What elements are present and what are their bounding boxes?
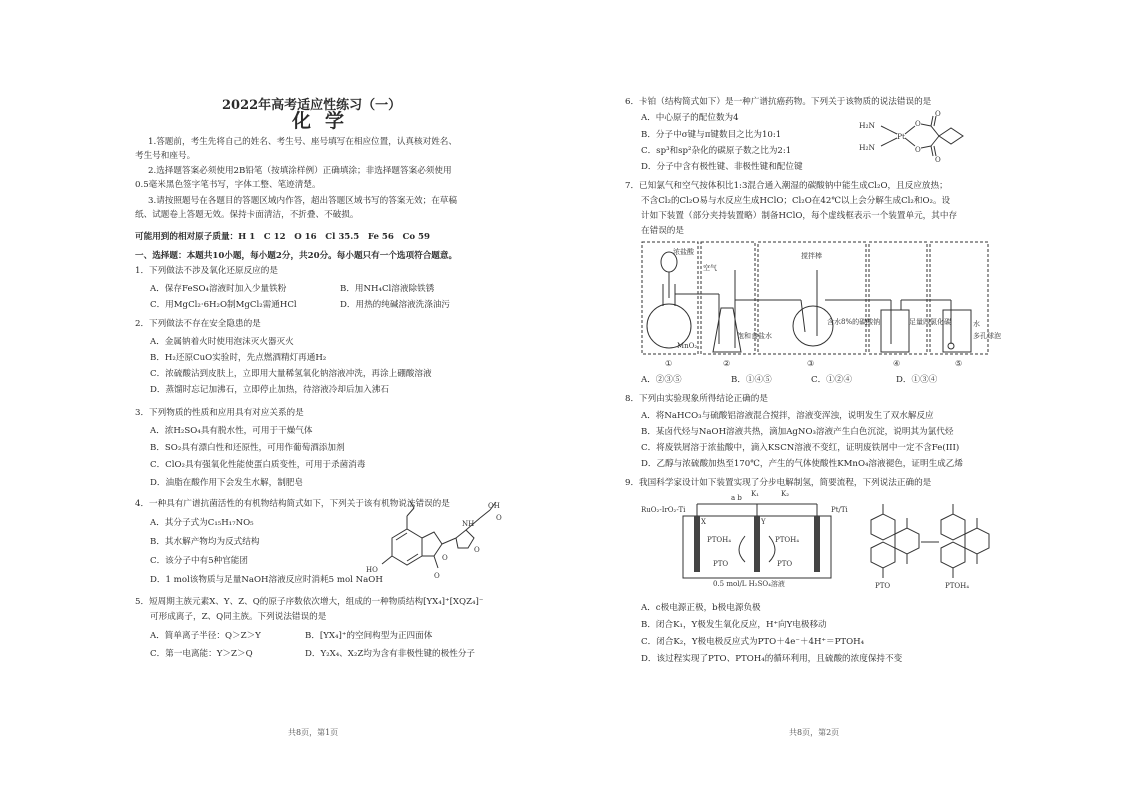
option-a: A．保存FeSO₄溶液时加入少量铁粉 — [150, 284, 287, 294]
option-d: D．①③④ — [896, 375, 938, 385]
formula-label: H₂N — [859, 143, 876, 152]
option-a: A．②③⑤ — [641, 375, 682, 385]
option-d: D．乙醇与浓硫酸加热至170℃，产生的气体使酸性KMnO₄溶液褪色，证明生成乙烯 — [641, 459, 963, 469]
question-stem: 在错误的是 — [641, 226, 684, 236]
note-line: 1.答题前，考生先将自己的姓名、考生号、座号填写在相应位置，认真核对姓名、 — [148, 137, 457, 147]
option-d: D．分子中含有极性键、非极性键和配位键 — [641, 162, 803, 172]
option-c: C．将废铁屑溶于浓盐酸中，滴入KSCN溶液不变红，证明废铁屑中一定不含Fe(III) — [641, 443, 960, 453]
option-a: A．金属钠着火时使用泡沫灭火器灭火 — [150, 337, 294, 347]
note-line: 0.5毫米黑色签字笔书写，字体工整、笔迹清楚。 — [135, 180, 321, 190]
option-b: B．SO₂具有漂白性和还原性，可用作葡萄酒添加剂 — [150, 443, 345, 453]
apparatus-label: MnO₂ — [677, 342, 698, 350]
option-d: D．油脂在酸作用下会发生水解，制肥皂 — [150, 478, 303, 488]
formula-label: O — [434, 572, 440, 580]
option-b: B．[YX₄]⁺的空间构型为正四面体 — [305, 631, 433, 641]
molecule-label: PTOH₄ — [945, 582, 970, 590]
unit-label: ⑤ — [955, 359, 963, 368]
option-b: B．用NH₄Cl溶液除铁锈 — [340, 284, 435, 294]
question-stem: 5．短周期主族元素X、Y、Z、Q的原子序数依次增大，组成的一种物质结构[YX₄]⁺[XQZ₄]⁻ — [135, 597, 484, 607]
option-b: B．分子中σ键与π键数目之比为10:1 — [641, 130, 782, 140]
formula-label: O — [496, 514, 502, 522]
left-page — [0, 0, 561, 794]
question-stem: 2．下列做法不存在安全隐患的是 — [135, 319, 261, 329]
option-a: A．简单离子半径：Q＞Z＞Y — [150, 631, 261, 641]
option-d: D．蒸馏时忘记加沸石，立即停止加热，待溶液冷却后加入沸石 — [150, 385, 389, 395]
formula-label: Pt — [897, 132, 906, 141]
electrode-label: Pt/Ti — [831, 506, 848, 514]
question-stem: 6．卡铂（结构简式如下）是一种广谱抗癌药物。下列关于该物质的说法错误的是 — [625, 97, 932, 107]
formula-label: O — [474, 546, 480, 554]
species-label: PTO — [713, 560, 729, 568]
formula-label: O — [915, 120, 921, 128]
option-a: A．将NaHCO₃与硫酸铝溶液混合搅拌，溶液变浑浊，说明发生了双水解反应 — [641, 411, 934, 421]
apparatus-label: 饱和食盐水 — [737, 332, 772, 340]
right-page — [561, 0, 1123, 794]
formula-label: O — [915, 146, 921, 154]
electrolysis-figure — [641, 490, 1001, 590]
switch-label: K₂ — [781, 490, 790, 498]
unit-label: ④ — [893, 359, 901, 368]
option-b: B．其水解产物均为反式结构 — [150, 537, 260, 547]
option-d: D．该过程实现了PTO、PTOH₄的循环利用，且硫酸的浓度保持不变 — [641, 654, 903, 664]
apparatus-label: 搅拌棒 — [801, 252, 822, 260]
option-c: C．闭合K₂，Y极电极反应式为PTO＋4e⁻＋4H⁺＝PTOH₄ — [641, 637, 865, 647]
question-stem: 不含Cl₂的Cl₂O易与水反应生成HClO；Cl₂O在42℃以上会分解生成Cl₂和O₂。设 — [641, 196, 951, 206]
subject-title: 化学 — [292, 110, 359, 132]
species-label: PTOH₄ — [707, 536, 732, 544]
option-d: D．1 mol该物质与足量NaOH溶液反应时消耗5 mol NaOH — [150, 575, 383, 585]
carboplatin-structure-figure — [859, 110, 977, 162]
question-stem-cont: 可形成离子，Z、Q同主族。下列说法错误的是 — [150, 612, 327, 622]
formula-label: NH — [462, 520, 475, 528]
question-stem: 4．一种具有广谱抗菌活性的有机物结构简式如下，下列关于该有机物说法错误的是 — [135, 499, 450, 509]
apparatus-label: 水 — [973, 320, 980, 328]
option-b: B．某卤代烃与NaOH溶液共热，滴加AgNO₃溶液产生白色沉淀，说明其为氯代烃 — [641, 427, 954, 437]
option-c: C．浓硫酸沾到皮肤上，立即用大量稀氢氧化钠溶液冲洗，再涂上硼酸溶液 — [150, 369, 432, 379]
option-b: B．①④⑤ — [731, 375, 772, 385]
formula-label: O — [935, 156, 941, 164]
switch-label: K₁ — [751, 490, 760, 498]
formula-label: OH — [488, 502, 500, 510]
apparatus-label: 足量四氯化碳 — [909, 318, 951, 326]
electrode-label: Y — [761, 518, 766, 526]
terminal-label: a b — [731, 494, 742, 502]
species-label: PTO — [777, 560, 793, 568]
atomic-masses: 可能用到的相对原子质量：H 1 C 12 O 16 Cl 35.5 Fe 56 Co 59 — [135, 232, 431, 242]
option-a: A．中心原子的配位数为4 — [641, 113, 739, 123]
electrolyte-label: 0.5 mol/L H₂SO₄溶液 — [713, 580, 785, 588]
antibacterial-structure-figure — [362, 498, 502, 586]
section-heading: 一、选择题：本题共10小题，每小题2分，共20分。每小题只有一个选项符合题意。 — [135, 251, 458, 261]
page-footer: 共8页，第2页 — [789, 728, 840, 737]
note-line: 纸、试题卷上答题无效。保持卡面清洁，不折叠、不破损。 — [135, 210, 359, 220]
unit-label: ② — [723, 359, 731, 368]
apparatus-label: 含水8%的碳酸钠 — [827, 318, 881, 326]
electrode-label: RuO₂-IrO₂-Ti — [641, 506, 686, 514]
option-c: C．sp³和sp²杂化的碳原子数之比为2:1 — [641, 146, 792, 156]
note-line: 考生号和座号。 — [135, 151, 196, 161]
option-c: C．第一电离能：Y＞Z＞Q — [150, 649, 253, 659]
option-c: C．ClO₂具有强氧化性能使蛋白质变性，可用于杀菌消毒 — [150, 460, 366, 470]
formula-label: O — [935, 110, 941, 118]
option-d: D．Y₂X₄、X₂Z均为含有非极性键的极性分子 — [305, 649, 476, 659]
question-stem: 8．下列由实验现象所得结论正确的是 — [625, 394, 768, 404]
question-stem: 3．下列物质的性质和应用具有对应关系的是 — [135, 408, 304, 418]
question-stem: 计如下装置（部分夹持装置略）制备HClO，每个虚线框表示一个装置单元，其中存 — [641, 211, 958, 221]
formula-label: HO — [366, 566, 378, 574]
option-b: B．闭合K₁，Y极发生氧化反应，H⁺向Y电极移动 — [641, 620, 827, 630]
option-c: C．用MgCl₂·6H₂O制MgCl₂需通HCl — [150, 300, 297, 310]
page-footer: 共8页，第1页 — [288, 728, 339, 737]
note-line: 3.请按照题号在各题目的答题区域内作答，超出答题区域书写的答案无效；在草稿 — [148, 196, 457, 206]
formula-label: H₂N — [859, 121, 876, 130]
unit-label: ① — [665, 359, 673, 368]
option-b: B．H₂还原CuO实验时，先点燃酒精灯再通H₂ — [150, 353, 327, 363]
option-a: A．c极电源正极，b极电源负极 — [641, 603, 761, 613]
electrode-label: X — [701, 518, 706, 526]
formula-label: O — [442, 554, 448, 562]
option-a: A．浓H₂SO₄具有脱水性，可用于干燥气体 — [150, 426, 313, 436]
note-line: 2.选择题答案必须使用2B铅笔（按填涂样例）正确填涂；非选择题答案必须使用 — [148, 166, 452, 176]
option-c: C．该分子中有5种官能团 — [150, 556, 248, 566]
question-stem: 9．我国科学家设计如下装置实现了分步电解制氢，简要流程，下列说法正确的是 — [625, 478, 932, 488]
option-c: C．①②④ — [811, 375, 852, 385]
apparatus-label: 多孔球泡 — [973, 332, 1001, 340]
apparatus-figure — [641, 240, 1001, 370]
molecule-label: PTO — [875, 582, 891, 590]
exam-title: 2022年高考适应性练习（一） — [222, 98, 402, 113]
option-d: D．用热的纯碱溶液洗涤油污 — [340, 300, 451, 310]
apparatus-label: 浓盐酸 — [673, 248, 694, 256]
option-a: A．其分子式为C₁₅H₁₇NO₅ — [150, 518, 254, 528]
unit-label: ③ — [807, 359, 815, 368]
question-stem: 7．已知氯气和空气按体积比1:3混合通入潮湿的碳酸钠中能生成Cl₂O，且反应放热； — [625, 181, 948, 191]
question-stem: 1．下列做法不涉及氧化还原反应的是 — [135, 266, 278, 276]
apparatus-label: 空气 — [703, 264, 717, 272]
species-label: PTOH₄ — [775, 536, 800, 544]
